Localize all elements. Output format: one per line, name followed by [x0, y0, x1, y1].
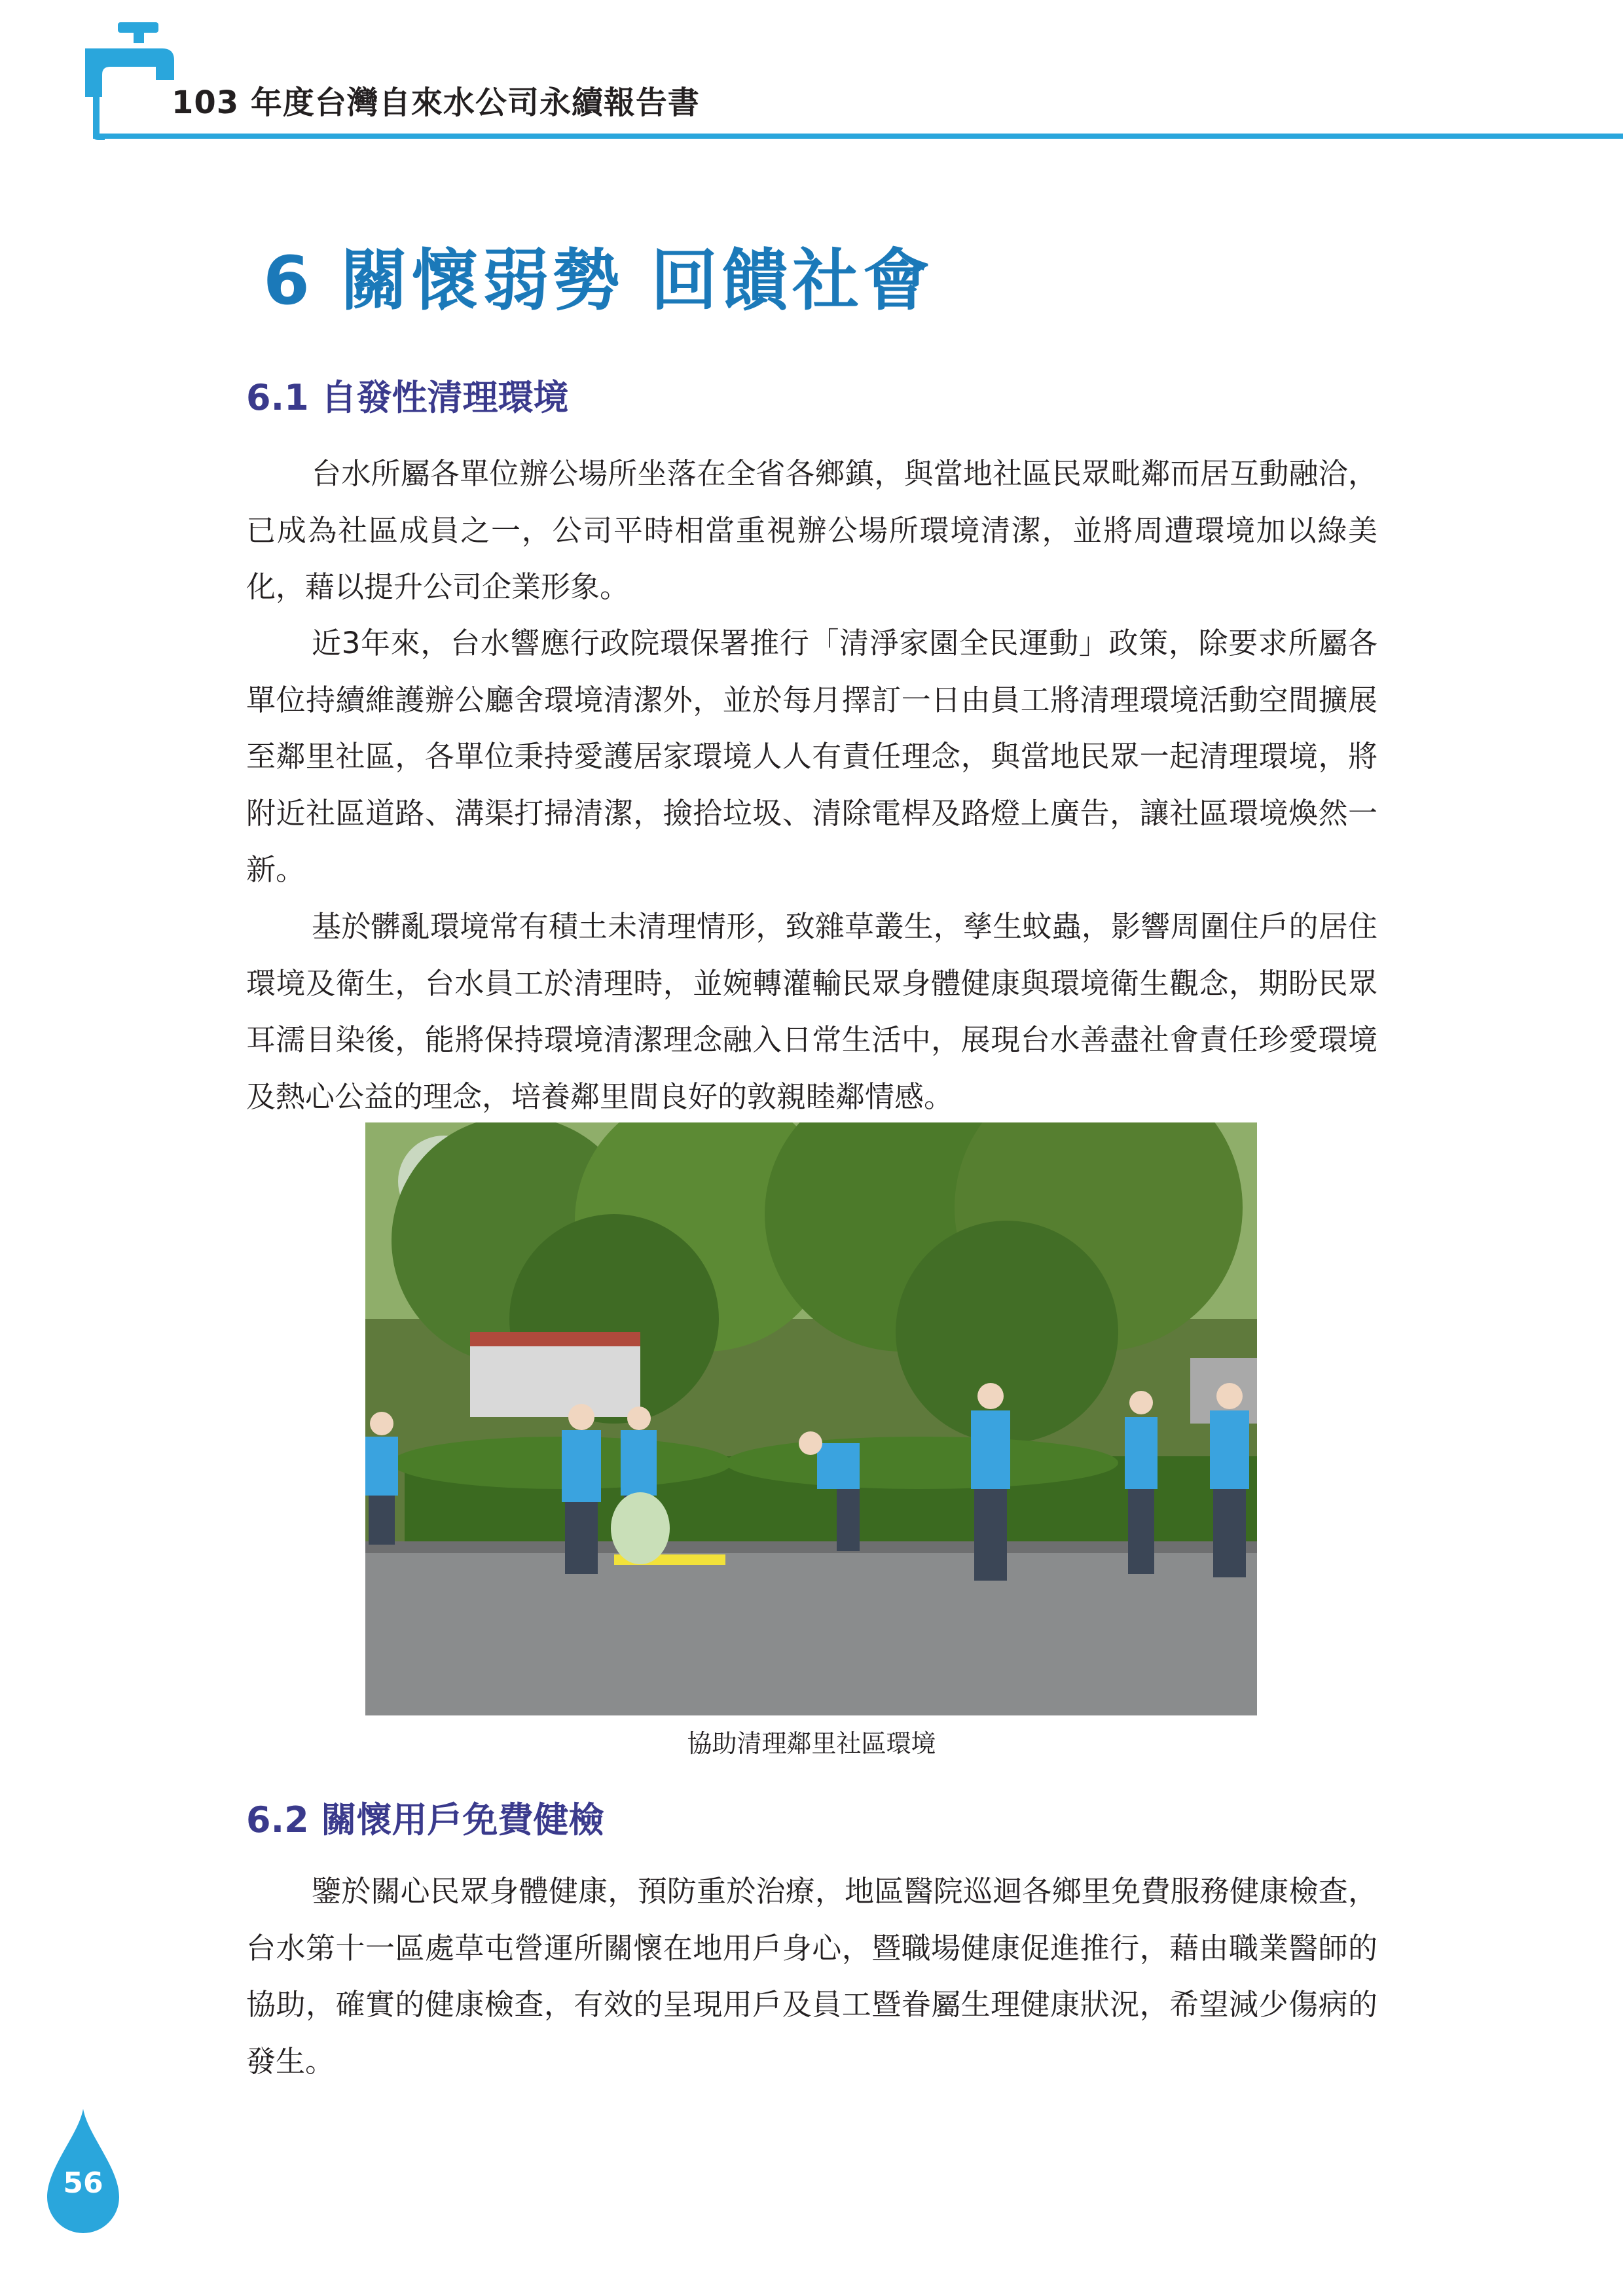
section-title-6-2: 6.2 關懷用戶免費健檢: [246, 1799, 604, 1840]
page-number: 56: [63, 2166, 103, 2200]
paragraph: 台水所屬各單位辦公場所坐落在全省各鄉鎮，與當地社區民眾毗鄰而居互動融洽，已成為社區成員之一，公司平時相當重視辦公場所環境清潔，並將周遭環境加以綠美化，藉以提升公司企業形象。: [246, 456, 1377, 605]
photo-caption: 協助清理鄰里社區環境: [687, 1729, 936, 1758]
report-title: 103 年度台灣自來水公司永續報告書: [172, 84, 700, 121]
paragraph: 鑒於關心民眾身體健康，預防重於治療，地區醫院巡迴各鄉里免費服務健康檢查，台水第十一區處草屯營運所關懷在地用戶身心，暨職場健康促進推行，藉由職業醫師的協助，確實的健康檢查，有效的呈現用戶及員工暨眷屬生理健康狀況，希望減少傷病的發生。: [246, 1874, 1377, 2079]
paragraph: 近3年來，台水響應行政院環保署推行「清淨家園全民運動」政策，除要求所屬各單位持續維護辦公廳舍環境清潔外，並於每月擇訂一日由員工將清理環境活動空間擴展至鄰里社區，各單位秉持愛護居家環境人人有責任理念，與當地民眾一起清理環境，將附近社區道路、溝渠打掃清潔，撿拾垃圾、清除電桿及路燈上廣告，讓社區環境煥然一新。: [246, 626, 1377, 888]
chapter-title: 6 關懷弱勢 回饋社會: [263, 242, 934, 320]
paragraph: 基於髒亂環境常有積土未清理情形，致雜草叢生，孳生蚊蟲，影響周圍住戶的居住環境及衛生，台水員工於清理時，並婉轉灌輸民眾身體健康與環境衛生觀念，期盼民眾耳濡目染後，能將保持環境清潔理念融入日常生活中，展現台水善盡社會責任珍愛環境及熱心公益的理念，培養鄰里間良好的敦親睦鄰情感。: [246, 909, 1377, 1114]
community-cleanup-photo: [365, 1122, 1257, 1715]
faucet-icon: [79, 20, 177, 144]
header-rule: [93, 134, 1623, 139]
section-title-6-1: 6.1 自發性清理環境: [246, 377, 569, 418]
